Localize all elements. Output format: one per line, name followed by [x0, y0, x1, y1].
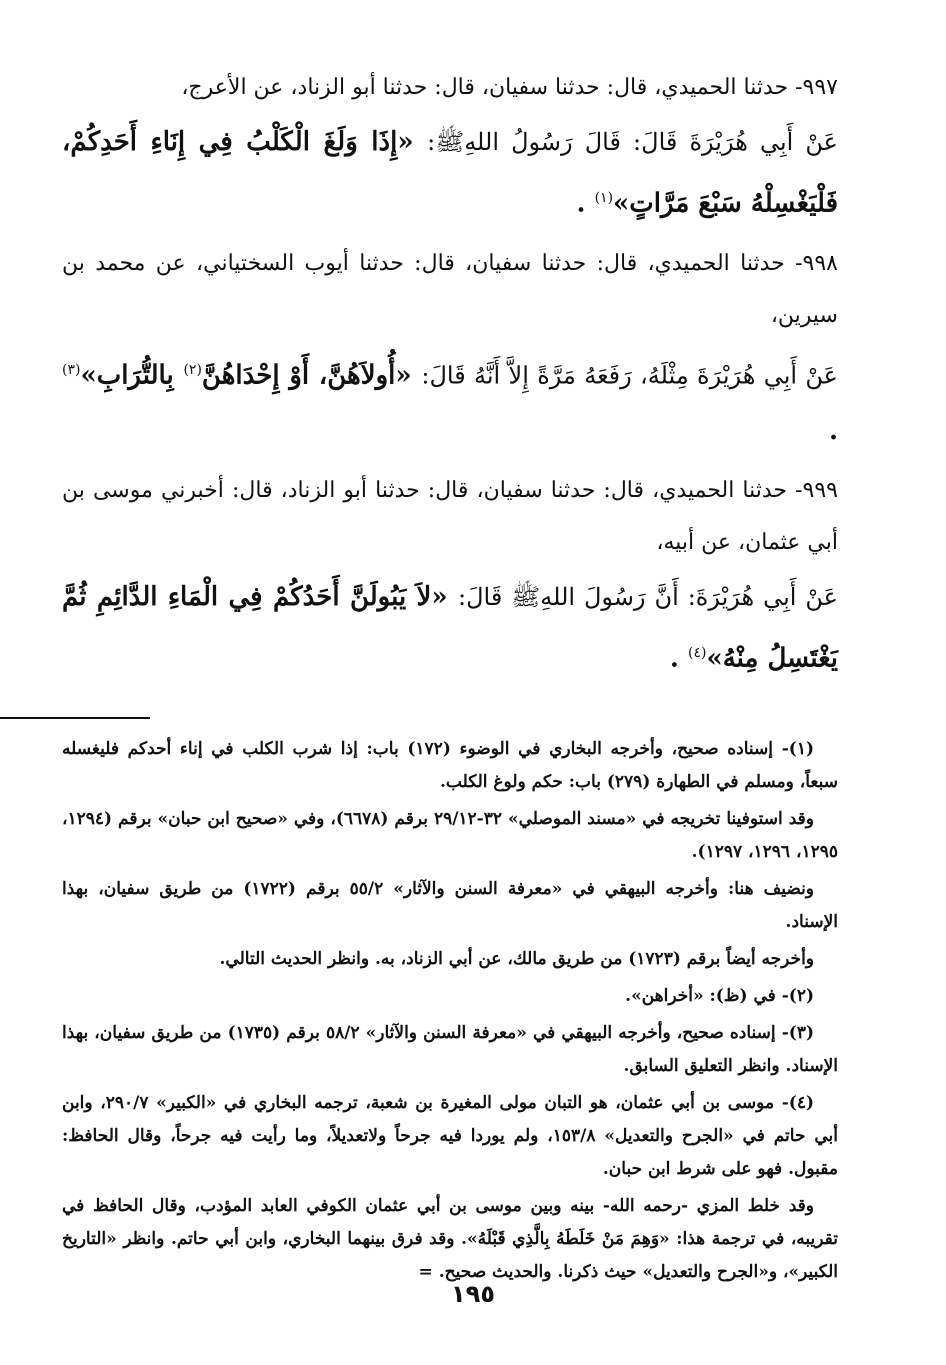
hadith-tail: . — [576, 188, 595, 219]
hadith-matn: «أُولاَهُنَّ، أَوْ إِحْدَاهُنَّ — [201, 360, 412, 391]
hadith-text — [62, 569, 838, 687]
footnote-separator — [0, 717, 150, 719]
footnote-3: (٣)- إسناده صحيح، وأخرجه البيهقي في «معرفة السنن والآثار» ٥٨/٢ برقم (١٧٣٥) من طريق سفيان، بهذا الإسناد. وانظر التعليق السابق. — [62, 1022, 838, 1076]
hadith-999 — [62, 465, 838, 687]
page-number: ١٩٥ — [451, 1280, 495, 1308]
hadith-intro: عَنْ أَبِي هُرَيْرَةَ: أَنَّ رَسُولَ اللهِﷺ قَالَ: — [458, 583, 839, 612]
footnote-1: (١)- إسناده صحيح، وأخرجه البخاري في الوضوء (١٧٢) باب: إذا شرب الكلب في إناء أحدكم فليغسله سبعاً، ومسلم في الطهارة (٢٧٩) باب: حكم ولوغ الكلب. — [62, 738, 838, 792]
footnote-1-cont: ونضيف هنا: وأخرجه البيهقي في «معرفة السنن والآثار» ٥٥/٢ برقم (١٧٢٢) من طريق سفيان، بهذا الإسناد. — [62, 878, 838, 932]
hadith-matn: «إِذَا وَلَغَ الْكَلْبُ فِي إِنَاءِ أَحَدِكُمْ، فَلْيَغْسِلْهُ سَبْعَ مَرَّاتٍ» — [62, 127, 838, 219]
footnote-ref[interactable]: (٣) — [62, 361, 81, 378]
hadith-tail: . — [669, 643, 688, 674]
footnote-1-cont: وقد استوفينا تخريجه في «مسند الموصلي» ٣٢-٢٩/١٢ برقم (٦٦٧٨)، وفي «صحيح ابن حبان» برقم (١٢٩٤، ١٢٩٥، ١٢٩٦، ١٢٩٧). — [62, 808, 838, 862]
hadith-998 — [62, 238, 838, 460]
footnote-ref[interactable]: (٤) — [688, 645, 707, 662]
hadith-chain: ٩٩٨- حدثنا الحميدي، قال: حدثنا سفيان، قال: حدثنا أيوب السختياني، عن محمد بن سيرين، — [62, 250, 838, 328]
footnote-4: (٤)- موسى بن أبي عثمان، هو التبان مولى المغيرة بن شعبة، ترجمه البخاري في «الكبير» ٢٩٠/٧، وابن أبي حاتم في «الجرح والتعديل» ١٥٣/٨، ولم يوردا فيه جرحاً ولاتعديلاً، وما رأيت فيه جرحاً، وقال الحافظ: مقبول. فهو على شرط ابن حبان. — [62, 1092, 838, 1179]
footnotes — [62, 733, 838, 1289]
footnote-ref[interactable]: (١) — [594, 190, 614, 206]
footnote-ref[interactable]: (٢) — [183, 361, 202, 378]
footnote-4-cont: وقد خلط المزي -رحمه الله- بينه وبين موسى بن أبي عثمان الكوفي العابد المؤدب، وقال الحافظ في تقريبه، في ترجمة هذا: «وَهِمَ مَنْ خَلَطَهُ بِالَّذِي قَبْلَهُ». وقد فرق بينهما البخاري، وابن أبي حاتم. وانظر «التاريخ الكبير»، و«الجرح والتعديل» حيث ذكرنا. والحديث صحيح. = — [62, 1195, 838, 1282]
hadith-text — [62, 342, 838, 460]
hadith-chain: ٩٩٧- حدثنا الحميدي، قال: حدثنا سفيان، قال: حدثنا أبو الزناد، عن الأعرج، — [181, 75, 838, 100]
hadith-intro: عَنْ أَبِي هُرَيْرَةَ مِثْلَهُ، رَفَعَهُ مَرَّةً إِلاَّ أَنَّهُ قَالَ: — [421, 361, 838, 390]
footnote-1-cont: وأخرجه أيضاً برقم (١٧٢٣) من طريق مالك، عن أبي الزناد، به. وانظر الحديث التالي. — [219, 948, 814, 969]
footnote-2: (٢)- في (ظ): «أخراهن». — [625, 985, 814, 1006]
hadith-text — [62, 114, 838, 232]
hadith-tail: . — [828, 416, 838, 447]
hadith-intro: عَنْ أَبِي هُرَيْرَةَ قَالَ: قَالَ رَسُولُ اللهِﷺ: — [427, 128, 838, 156]
hadith-997 — [62, 62, 838, 232]
hadith-chain: ٩٩٩- حدثنا الحميدي، قال: حدثنا سفيان، قال: حدثنا أبو الزناد، قال: أخبرني موسى بن أبي عثمان، عن أبيه، — [62, 478, 838, 556]
hadith-matn: «لاَ يَبُولَنَّ أَحَدُكُمْ فِي الْمَاءِ الدَّائِمِ ثُمَّ يَغْتَسِلُ مِنْهُ» — [62, 582, 838, 674]
hadith-matn-cont: بِالتُّرَابِ» — [80, 360, 184, 391]
